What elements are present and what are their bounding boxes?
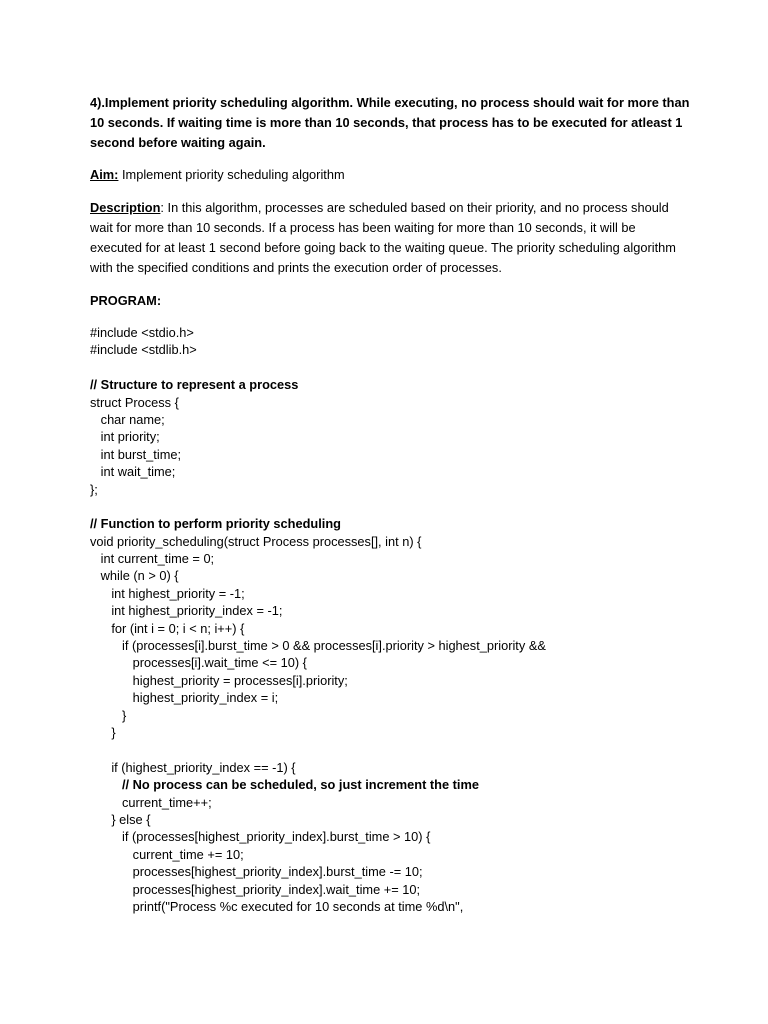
description-paragraph [90, 198, 690, 278]
code-line [90, 741, 690, 758]
code-line: #include <stdio.h> [90, 325, 194, 340]
code-line: if (processes[highest_priority_index].burst_time > 10) { [90, 829, 431, 845]
code-line: struct Process { [90, 394, 179, 410]
code-line: } [90, 724, 116, 740]
code-line: processes[highest_priority_index].burst_time -= 10; [90, 864, 423, 880]
aim-label: Aim: [90, 167, 119, 182]
code-line: // Function to perform priority scheduling [90, 516, 341, 532]
code-line: if (highest_priority_index == -1) { [90, 759, 296, 775]
description-label: Description [90, 200, 161, 215]
code-line: int current_time = 0; [90, 551, 215, 567]
aim-paragraph [90, 165, 690, 185]
code-line: // No process can be scheduled, so just increment the time [90, 777, 479, 793]
code-line: processes[highest_priority_index].wait_time += 10; [90, 881, 421, 897]
question-heading: 4).Implement priority scheduling algorithm. While executing, no process should wait for more than 10 seconds. If waiting time is more than 10 seconds, that process has to be executed for atleast 1 second before waiting again. [90, 95, 690, 150]
code-line: int wait_time; [90, 464, 176, 480]
program-label: PROGRAM: [90, 293, 162, 308]
code-line: int highest_priority_index = -1; [90, 603, 283, 619]
code-line: while (n > 0) { [90, 568, 179, 584]
code-line: } [90, 707, 127, 723]
code-line [90, 498, 690, 515]
document-content [90, 93, 690, 915]
code-line: } else { [90, 811, 151, 827]
code-line: if (processes[i].burst_time > 0 && processes[i].priority > highest_priority && [90, 638, 546, 654]
code-line: for (int i = 0; i < n; i++) { [90, 620, 245, 636]
code-line: }; [90, 481, 98, 497]
code-line: // Structure to represent a process [90, 377, 299, 393]
code-line: highest_priority_index = i; [90, 690, 279, 706]
code-line: int burst_time; [90, 446, 182, 462]
code-line: void priority_scheduling(struct Process processes[], int n) { [90, 533, 422, 549]
code-line [90, 359, 690, 376]
code-line: int priority; [90, 429, 160, 445]
code-line: processes[i].wait_time <= 10) { [90, 655, 307, 671]
description-text: : In this algorithm, processes are scheduled based on their priority, and no process should wait for more than 10 seconds. If a process has been waiting for more than 10 seconds, it will be executed for at least 1 second before going back to the waiting queue. The priority scheduling algorithm with the specified conditions and prints the execution order of processes. [90, 200, 676, 275]
code-block [90, 324, 690, 915]
code-line: current_time++; [90, 794, 212, 810]
code-line: #include <stdlib.h> [90, 342, 197, 358]
code-line: printf("Process %c executed for 10 seconds at time %d\n", [90, 898, 464, 914]
code-line: highest_priority = processes[i].priority; [90, 672, 348, 688]
aim-text: Implement priority scheduling algorithm [118, 167, 345, 182]
code-line: int highest_priority = -1; [90, 585, 245, 601]
code-line: current_time += 10; [90, 846, 244, 862]
code-line: char name; [90, 411, 165, 427]
